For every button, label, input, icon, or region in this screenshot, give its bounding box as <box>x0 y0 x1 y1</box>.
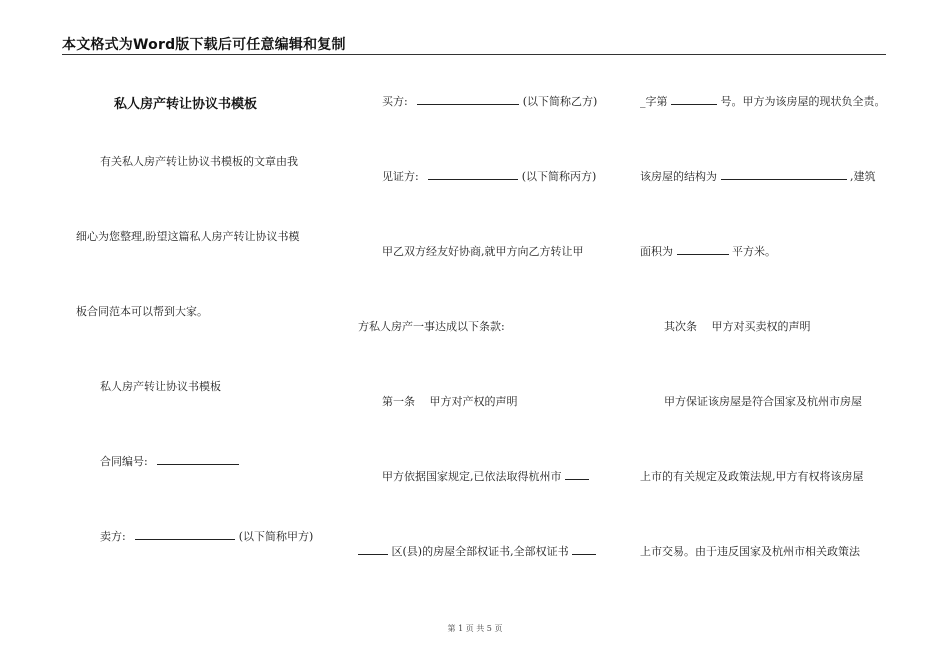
contract-number-line <box>100 453 239 469</box>
city-district-blank <box>565 468 589 480</box>
buyer-blank <box>417 93 519 105</box>
intro-line-1: 有关私人房产转让协议书模板的文章由我 <box>100 155 298 168</box>
certificate-number-prefix: _字第 <box>640 95 668 108</box>
seller-line <box>100 528 313 544</box>
witness-line <box>382 168 596 184</box>
area-line <box>640 243 776 259</box>
agreement-line-1: 甲乙双方经友好协商,就甲方向乙方转让甲 <box>382 245 584 258</box>
paragraph-1-line-2-text: 区(县)的房屋全部权证书,全部权证书 <box>391 545 569 558</box>
intro-line-3: 板合同范本可以帮到大家。 <box>76 305 208 318</box>
witness-label: 见证方: <box>382 170 419 183</box>
buyer-label: 买方: <box>382 95 408 108</box>
structure-line <box>640 168 876 184</box>
document-title: 私人房产转让协议书模板 <box>114 97 258 112</box>
subtitle: 私人房产转让协议书模板 <box>100 380 221 393</box>
area-label: 面积为 <box>640 245 673 258</box>
paragraph-2-line-1: 甲方保证该房屋是符合国家及杭州市房屋 <box>664 395 862 408</box>
agreement-line-2: 方私人房产一事达成以下条款: <box>358 320 505 333</box>
paragraph-1-line-2 <box>358 543 596 559</box>
certificate-number-line <box>640 93 886 109</box>
certificate-number-blank <box>671 93 717 105</box>
certificate-blank <box>572 543 596 555</box>
page-footer: 第 1 页 共 5 页 <box>447 624 503 633</box>
paragraph-1-text: 甲方依据国家规定,已依法取得杭州市 <box>382 470 562 483</box>
buyer-suffix: (以下简称乙方) <box>522 95 598 108</box>
structure-suffix: ,建筑 <box>850 170 876 183</box>
seller-blank <box>135 528 235 540</box>
document-header <box>62 34 886 55</box>
header-note: 本文格式为Word版下载后可任意编辑和复制 <box>62 37 346 53</box>
seller-suffix: (以下简称甲方) <box>238 530 314 543</box>
witness-suffix: (以下简称丙方) <box>521 170 597 183</box>
paragraph-2-line-2: 上市的有关规定及政策法规,甲方有权将该房屋 <box>640 470 864 483</box>
certificate-number-suffix: 号。甲方为该房屋的现状负全责。 <box>720 95 886 108</box>
area-suffix: 平方米。 <box>732 245 776 258</box>
structure-blank <box>721 168 847 180</box>
paragraph-1-line-1 <box>382 468 589 484</box>
seller-label: 卖方: <box>100 530 126 543</box>
area-blank <box>677 243 729 255</box>
witness-blank <box>428 168 518 180</box>
intro-line-2: 细心为您整理,盼望这篇私人房产转让协议书模 <box>76 230 300 243</box>
article-1-heading: 第一条 甲方对产权的声明 <box>382 395 518 408</box>
contract-number-label: 合同编号: <box>100 455 148 468</box>
contract-number-blank <box>157 453 239 465</box>
paragraph-2-line-3: 上市交易。由于违反国家及杭州市相关政策法 <box>640 545 860 558</box>
district-blank <box>358 543 388 555</box>
buyer-line <box>382 93 597 109</box>
structure-label: 该房屋的结构为 <box>640 170 717 183</box>
article-2-heading: 其次条 甲方对买卖权的声明 <box>664 320 811 333</box>
